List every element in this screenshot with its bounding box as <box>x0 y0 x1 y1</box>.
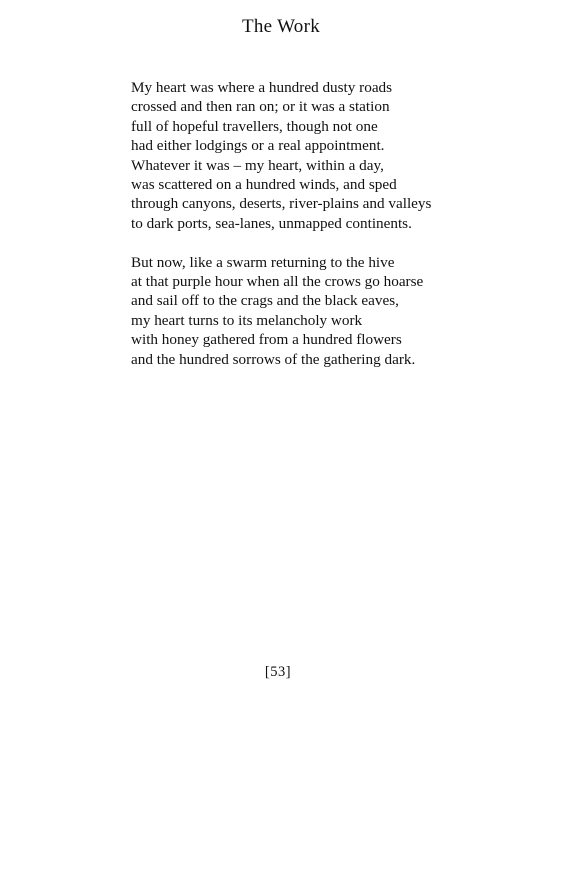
poem-line: My heart was where a hundred dusty roads <box>131 79 393 96</box>
poem-line: crossed and then ran on; or it was a station <box>131 98 390 116</box>
poem-line: and sail off to the crags and the black eaves, <box>131 292 399 310</box>
poem-line: with honey gathered from a hundred flowers <box>131 331 402 349</box>
poem-line: to dark ports, sea-lanes, unmapped continents. <box>131 214 412 232</box>
poem-body <box>131 78 431 388</box>
poem-line: at that purple hour when all the crows go hoarse <box>131 273 424 291</box>
poem-line: was scattered on a hundred winds, and sped <box>131 176 397 194</box>
poem-line: had either lodgings or a real appointment. <box>131 137 385 155</box>
poem-title: The Work <box>241 16 321 37</box>
stanza-1 <box>131 78 431 233</box>
poem-line: my heart turns to its melancholy work <box>131 311 363 329</box>
poem-line: full of hopeful travellers, though not one <box>131 117 378 135</box>
stanza-2 <box>131 253 431 369</box>
poem-line: through canyons, deserts, river-plains and valleys <box>131 195 432 213</box>
page-number: [53] <box>264 664 292 680</box>
poem-line: and the hundred sorrows of the gathering dark. <box>131 350 416 368</box>
poem-line: But now, like a swarm returning to the hive <box>131 253 395 271</box>
poem-line: Whatever it was – my heart, within a day, <box>131 156 384 174</box>
